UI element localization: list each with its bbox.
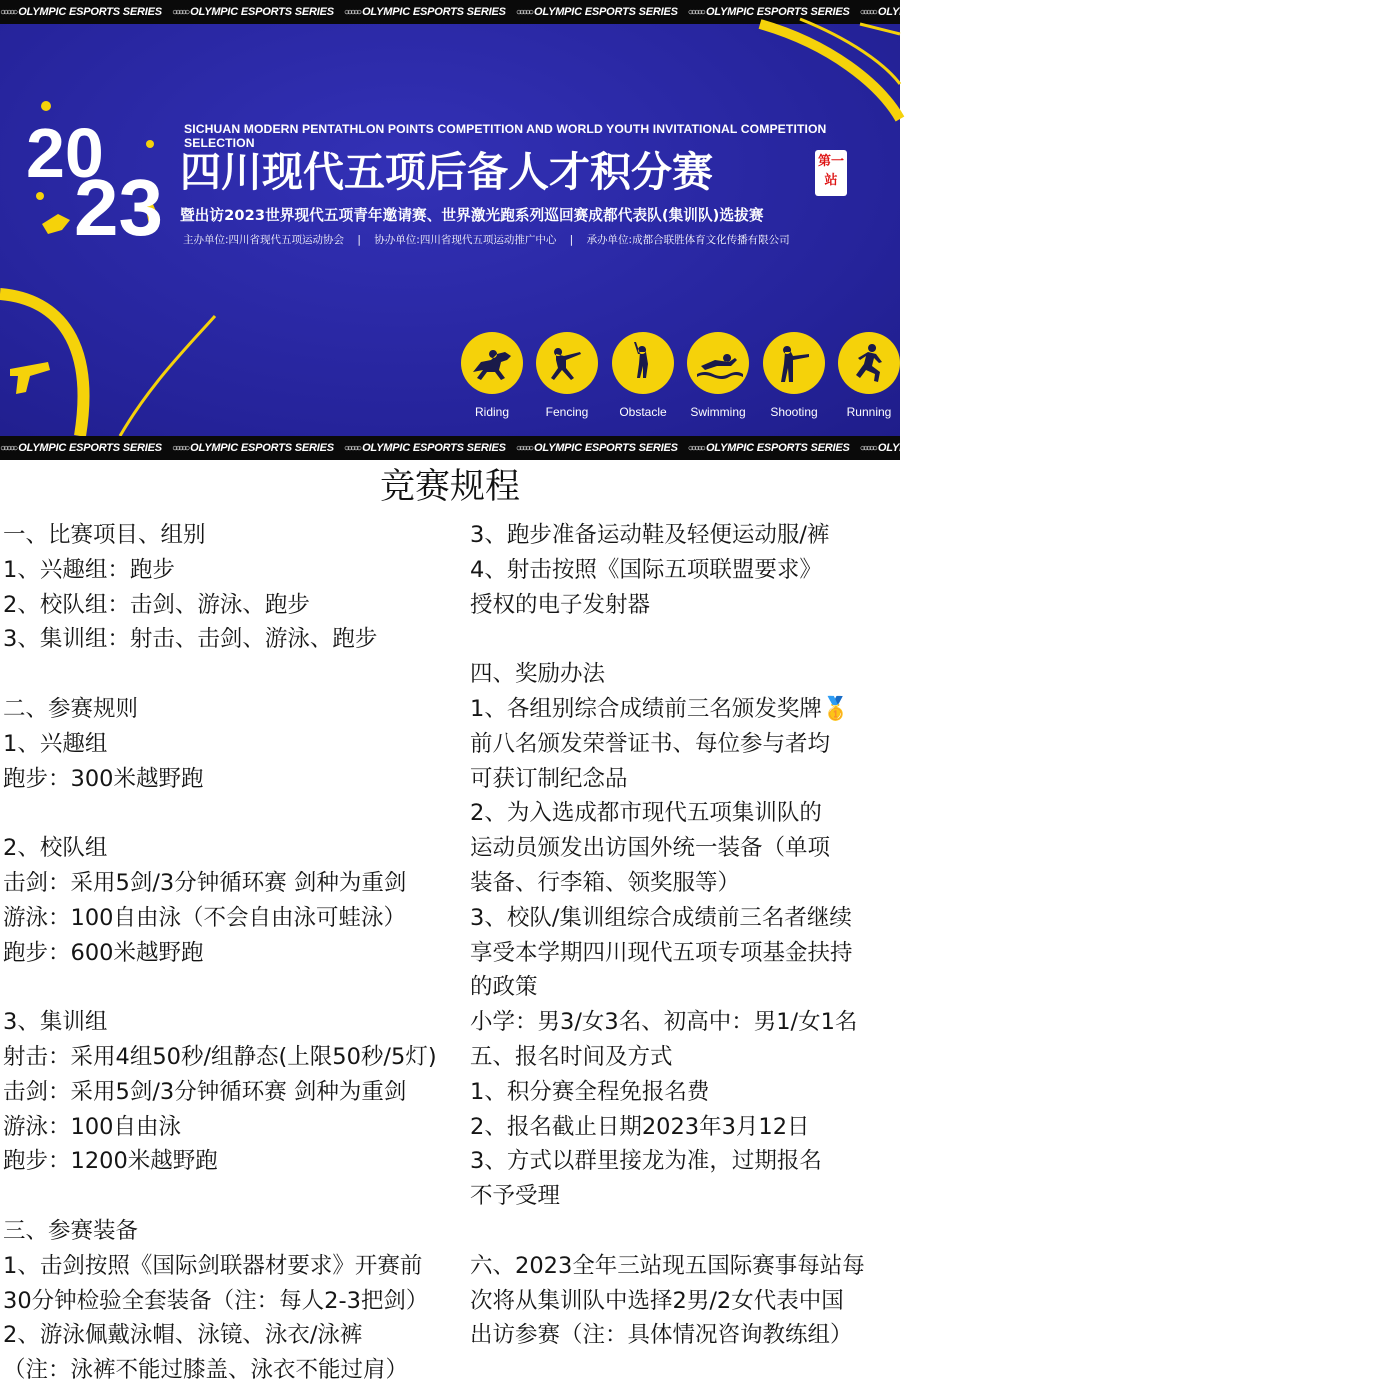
rule-line: 三、参赛装备 [3, 1217, 139, 1244]
organizer-undertaker: 承办单位:成都合联胜体育文化传播有限公司 [586, 234, 790, 246]
year-top: 20 [26, 114, 104, 192]
strip-text: OLYMPIC ESPORTS SERIES [362, 6, 506, 18]
bottom-logo-strip [0, 436, 1366, 460]
chinese-title: 四川现代五项后备人才积分赛 [180, 148, 713, 196]
rule-line: 游泳：100自由泳（不会自由泳可蛙泳） [3, 904, 406, 931]
swimmer-icon [687, 332, 749, 394]
yellow-streak [120, 316, 215, 436]
english-title: SICHUAN MODERN PENTATHLON POINTS COMPETITION AND WORLD YOUTH INVITATIONAL COMPETITION SELECTION [184, 122, 827, 150]
rule-line: 前八名颁发荣誉证书、每位参与者均 [470, 730, 831, 757]
event-banner [0, 24, 900, 436]
rule-line: 3、跑步准备运动鞋及轻便运动服/裤 [470, 522, 830, 548]
olympic-esports-logo [688, 436, 850, 461]
olympic-esports-logo [1032, 0, 1194, 25]
rule-line: 1、兴趣组：跑步 [3, 556, 175, 583]
strip-text: OLYMPIC ESPORTS SERIES [534, 6, 678, 18]
rule-line: 3、集训组 [3, 1009, 108, 1036]
olympic-esports-logo [516, 0, 678, 25]
rule-line: 运动员颁发出访国外统一装备（单项 [470, 835, 831, 862]
olympic-esports-logo [1032, 436, 1194, 461]
rule-line: 四、奖励办法 [470, 661, 606, 688]
organizer-host: 主办单位:四川省现代五项运动协会 [183, 234, 345, 246]
organizer-co: 协办单位:四川省现代五项运动推广中心 [374, 234, 557, 246]
rule-line: 可获订制纪念品 [470, 765, 628, 792]
rules-right-column [470, 518, 900, 1353]
rule-line: 享受本学期四川现代五项专项基金扶持 [470, 939, 853, 966]
sport-obstacle [611, 332, 675, 419]
organizers-line [183, 232, 790, 247]
horse-rider-icon [461, 332, 523, 394]
rule-line: 1、各组别综合成绩前三名颁发奖牌🥇 [470, 695, 850, 722]
rule-line: 4、射击按照《国际五项联盟要求》 [470, 556, 822, 583]
olympic-esports-logo [0, 0, 162, 25]
olympic-rings-icon: ○○○○○ [171, 443, 188, 454]
sport-fencing [535, 332, 599, 419]
olympic-rings-icon: ○○○○○ [687, 7, 703, 18]
rule-line: 击剑：采用5剑/3分钟循环赛 剑种为重剑 [3, 1078, 407, 1105]
organizer-separator: | [357, 234, 361, 246]
blank-line [470, 622, 900, 657]
blank-line [3, 657, 469, 692]
rules-left-column [3, 518, 469, 1388]
sport-label: Running [846, 405, 892, 419]
organizer-separator: | [569, 234, 574, 246]
rule-line: 2、游泳佩戴泳帽、泳镜、泳衣/泳裤 [3, 1322, 363, 1349]
rule-line: 2、校队组：击剑、游泳、跑步 [3, 591, 310, 618]
sport-swimming [686, 332, 750, 419]
strip-text: OLYMPIC ESPORTS SERIES [877, 442, 1022, 454]
rule-line: 2、校队组 [3, 835, 108, 862]
blank-line [3, 970, 469, 1005]
rule-line: 授权的电子发射器 [470, 591, 651, 618]
rule-line: 3、集训组：射击、击剑、游泳、跑步 [3, 626, 378, 653]
olympic-esports-logo [172, 0, 334, 25]
rule-line: 1、兴趣组 [3, 730, 108, 757]
olympic-rings-icon: ○○○○○ [1031, 7, 1047, 18]
sport-riding [460, 332, 524, 419]
sport-label: Fencing [545, 405, 589, 419]
olympic-rings-icon: ○○○○○ [1031, 443, 1047, 454]
rule-line: 跑步：1200米越野跑 [3, 1148, 218, 1175]
rule-line: 二、参赛规则 [3, 695, 139, 722]
olympic-rings-icon: ○○○○○ [1203, 7, 1219, 18]
rule-line: 五、报名时间及方式 [470, 1043, 673, 1070]
strip-text: OLYMPIC ESPORTS SERIES [1221, 442, 1366, 454]
sport-label: Swimming [690, 405, 746, 419]
strip-text: OLYMPIC ESPORTS SERIES [705, 6, 850, 18]
yellow-arc-top [860, 24, 900, 34]
strip-text: OLYMPIC ESPORTS SERIES [705, 442, 850, 454]
olympic-rings-icon: ○○○○○ [515, 443, 532, 454]
olympic-rings-icon: ○○○○○ [0, 443, 16, 454]
pistol-icon [10, 362, 50, 394]
rule-line: 不予受理 [470, 1183, 561, 1210]
banner-subtitle: 暨出访2023世界现代五项青年邀请赛、世界激光跑系列巡回赛成都代表队(集训队)选拔赛 [180, 207, 764, 224]
sport-label: Obstacle [619, 405, 667, 419]
yellow-arc [760, 24, 900, 119]
olympic-rings-icon: ○○○○○ [859, 7, 875, 18]
blank-line [3, 1179, 469, 1214]
rule-line: 3、校队/集训组综合成绩前三名者继续 [470, 904, 852, 931]
strip-text: OLYMPIC ESPORTS SERIES [18, 6, 162, 18]
fencer-icon [536, 332, 598, 394]
olympic-rings-icon: ○○○○○ [0, 7, 16, 18]
rule-line: 跑步：300米越野跑 [3, 765, 204, 792]
rule-line: 次将从集训队中选择2男/2女代表中国 [470, 1287, 844, 1314]
rule-line: 的政策 [470, 974, 538, 1001]
year-bottom: 23 [74, 163, 163, 252]
strip-text: OLYMPIC ESPORTS SERIES [18, 442, 162, 454]
rule-line: 射击：采用4组50秒/组静态(上限50秒/5灯) [3, 1043, 437, 1070]
olympic-esports-logo [860, 0, 1022, 25]
olympic-esports-logo [860, 436, 1022, 461]
rule-line: 2、报名截止日期2023年3月12日 [470, 1113, 810, 1140]
stage-badge: 第一站 [815, 150, 847, 196]
rule-line: （注：泳裤不能过膝盖、泳衣不能过肩） [3, 1357, 409, 1384]
strip-text: OLYMPIC ESPORTS SERIES [1221, 6, 1366, 18]
olympic-esports-logo [344, 0, 506, 25]
strip-text: OLYMPIC ESPORTS SERIES [190, 6, 334, 18]
rule-line: 2、为入选成都市现代五项集训队的 [470, 800, 822, 827]
document-title: 竞赛规程 [379, 467, 520, 507]
strip-text: OLYMPIC ESPORTS SERIES [1049, 6, 1194, 18]
strip-text: OLYMPIC ESPORTS SERIES [534, 442, 678, 454]
rule-line: 击剑：采用5剑/3分钟循环赛 剑种为重剑 [3, 869, 407, 896]
olympic-rings-icon: ○○○○○ [1203, 443, 1219, 454]
sport-running [837, 332, 901, 419]
shooter-icon [763, 332, 825, 394]
rule-line: 1、积分赛全程免报名费 [470, 1078, 710, 1105]
blank-line [3, 796, 469, 831]
rule-line: 1、击剑按照《国际剑联器材要求》开赛前 [3, 1252, 423, 1279]
olympic-rings-icon: ○○○○○ [343, 7, 360, 18]
olympic-esports-logo [172, 436, 334, 461]
olympic-esports-logo [1204, 0, 1366, 25]
sport-shooting [762, 332, 826, 419]
runner-icon [838, 332, 900, 394]
strip-text: OLYMPIC ESPORTS SERIES [1049, 442, 1194, 454]
olympic-esports-logo [344, 436, 506, 461]
sport-label: Riding [474, 405, 510, 419]
year-logo [22, 104, 182, 254]
rule-line: 30分钟检验全套装备（注：每人2-3把剑） [3, 1287, 429, 1314]
rule-line: 六、2023全年三站现五国际赛事每站每 [470, 1252, 865, 1279]
blank-line [470, 1214, 900, 1249]
strip-text: OLYMPIC ESPORTS SERIES [190, 442, 334, 454]
rule-line: 一、比赛项目、组别 [3, 522, 206, 548]
olympic-esports-logo [516, 436, 678, 461]
strip-text: OLYMPIC ESPORTS SERIES [362, 442, 506, 454]
olympic-esports-logo [0, 436, 162, 461]
strip-text: OLYMPIC ESPORTS SERIES [877, 6, 1022, 18]
rule-line: 3、方式以群里接龙为准，过期报名 [470, 1148, 822, 1175]
rule-line: 游泳：100自由泳 [3, 1113, 181, 1140]
olympic-rings-icon: ○○○○○ [859, 443, 875, 454]
olympic-esports-logo [1204, 436, 1366, 461]
rule-line: 小学：男3/女3名、初高中：男1/女1名 [470, 1009, 858, 1036]
rule-line: 跑步：600米越野跑 [3, 939, 204, 966]
olympic-rings-icon: ○○○○○ [687, 443, 703, 454]
olympic-esports-logo [688, 0, 850, 25]
rule-line: 装备、行李箱、领奖服等） [470, 869, 741, 896]
sport-label: Shooting [770, 405, 818, 419]
olympic-rings-icon: ○○○○○ [343, 443, 360, 454]
rule-line: 出访参赛（注：具体情况咨询教练组） [470, 1322, 853, 1349]
olympic-rings-icon: ○○○○○ [515, 7, 532, 18]
obstacle-icon [612, 332, 674, 394]
olympic-rings-icon: ○○○○○ [171, 7, 188, 18]
